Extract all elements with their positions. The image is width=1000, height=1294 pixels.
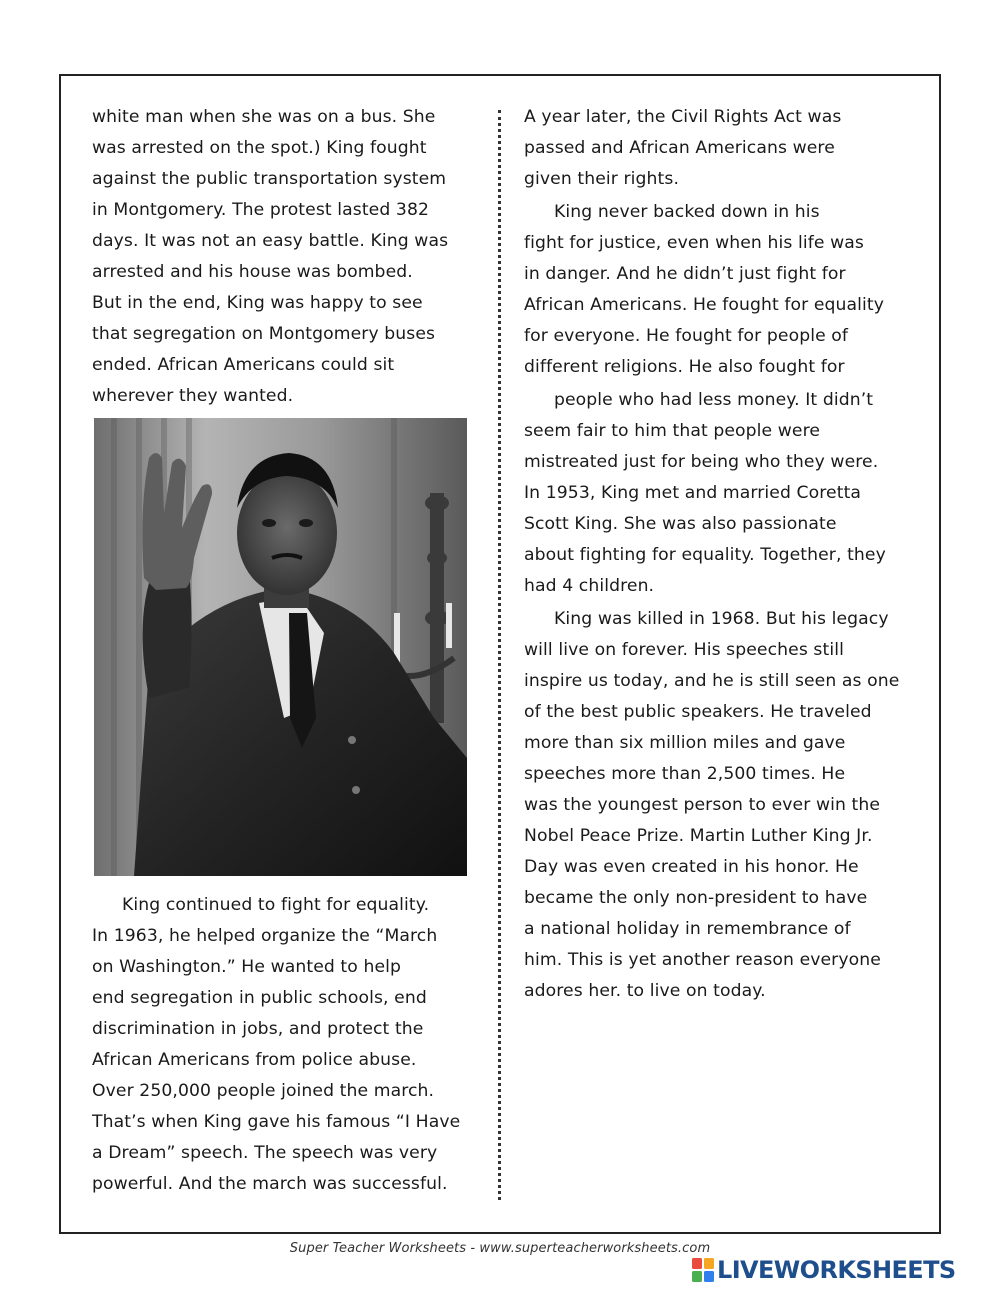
paragraph-march-on-washington xyxy=(92,890,482,1200)
text-line: In 1963, he helped organize the “March xyxy=(92,926,438,946)
footer-credit: Super Teacher Worksheets - www.superteacherworksheets.com xyxy=(289,1241,711,1256)
text-line: wherever they wanted. xyxy=(92,386,294,406)
text-line: inspire us today, and he is still seen as one xyxy=(524,671,900,691)
text-line: ended. African Americans could sit xyxy=(92,355,395,375)
liveworksheets-wordmark: LIVEWORKSHEETS xyxy=(717,1256,956,1284)
text-line: became the only non-president to have xyxy=(524,888,868,908)
left-column xyxy=(92,102,482,412)
text-line: passed and African Americans were xyxy=(524,138,835,158)
text-line: in Montgomery. The protest lasted 382 xyxy=(92,200,430,220)
text-line: in danger. And he didn’t just fight for xyxy=(524,264,846,284)
paragraph-civil-rights-act xyxy=(524,102,919,195)
text-line: King was killed in 1968. But his legacy xyxy=(554,609,889,629)
text-line: mistreated just for being who they were. xyxy=(524,452,879,472)
text-line: that segregation on Montgomery buses xyxy=(92,324,436,344)
text-line: Nobel Peace Prize. Martin Luther King Jr. xyxy=(524,826,873,846)
text-line: was arrested on the spot.) King fought xyxy=(92,138,427,158)
text-line: powerful. And the march was successful. xyxy=(92,1174,448,1194)
text-line: for everyone. He fought for people of xyxy=(524,326,849,346)
text-line: Day was even created in his honor. He xyxy=(524,857,859,877)
text-line: A year later, the Civil Rights Act was xyxy=(524,107,842,127)
left-column-lower xyxy=(92,890,482,1200)
text-line: will live on forever. His speeches still xyxy=(524,640,844,660)
text-line: African Americans. He fought for equality xyxy=(524,295,885,315)
text-line: him. This is yet another reason everyone xyxy=(524,950,881,970)
right-column xyxy=(524,102,919,1007)
text-line: fight for justice, even when his life was xyxy=(524,233,864,253)
text-line: discrimination in jobs, and protect the xyxy=(92,1019,424,1039)
text-line: was the youngest person to ever win the xyxy=(524,795,881,815)
text-line: speeches more than 2,500 times. He xyxy=(524,764,846,784)
paragraph-legacy xyxy=(524,604,919,1007)
text-line: arrested and his house was bombed. xyxy=(92,262,413,282)
text-line: But in the end, King was happy to see xyxy=(92,293,423,313)
mlk-photo-illustration xyxy=(94,418,467,876)
text-line: a Dream” speech. The speech was very xyxy=(92,1143,438,1163)
text-line: That’s when King gave his famous “I Have xyxy=(92,1112,461,1132)
text-line: King never backed down in his xyxy=(554,202,820,222)
text-line: more than six million miles and gave xyxy=(524,733,846,753)
text-line: adores her. to live on today. xyxy=(524,981,766,1001)
text-line: Scott King. She was also passionate xyxy=(524,514,837,534)
liveworksheets-logo-icon xyxy=(692,1258,714,1282)
text-line: about fighting for equality. Together, they xyxy=(524,545,886,565)
liveworksheets-brand[interactable] xyxy=(692,1257,956,1283)
text-line: a national holiday in remembrance of xyxy=(524,919,851,939)
text-line: on Washington.” He wanted to help xyxy=(92,957,402,977)
paragraph-fight-for-justice xyxy=(524,197,919,383)
text-line: of the best public speakers. He traveled xyxy=(524,702,872,722)
text-line: white man when she was on a bus. She xyxy=(92,107,436,127)
text-line: had 4 children. xyxy=(524,576,655,596)
text-line: end segregation in public schools, end xyxy=(92,988,427,1008)
text-line: against the public transportation system xyxy=(92,169,447,189)
text-line: people who had less money. It didn’t xyxy=(554,390,874,410)
text-line: days. It was not an easy battle. King was xyxy=(92,231,449,251)
text-line: seem fair to him that people were xyxy=(524,421,821,441)
mlk-photograph xyxy=(94,418,467,876)
paragraph-coretta-scott-king xyxy=(524,385,919,602)
text-line: African Americans from police abuse. xyxy=(92,1050,417,1070)
text-line: In 1953, King met and married Coretta xyxy=(524,483,862,503)
text-line: King continued to fight for equality. xyxy=(122,895,430,915)
text-line: Over 250,000 people joined the march. xyxy=(92,1081,435,1101)
paragraph-segregation-buses xyxy=(92,102,482,412)
column-divider xyxy=(498,110,501,1200)
text-line: different religions. He also fought for xyxy=(524,357,845,377)
text-line: given their rights. xyxy=(524,169,680,189)
